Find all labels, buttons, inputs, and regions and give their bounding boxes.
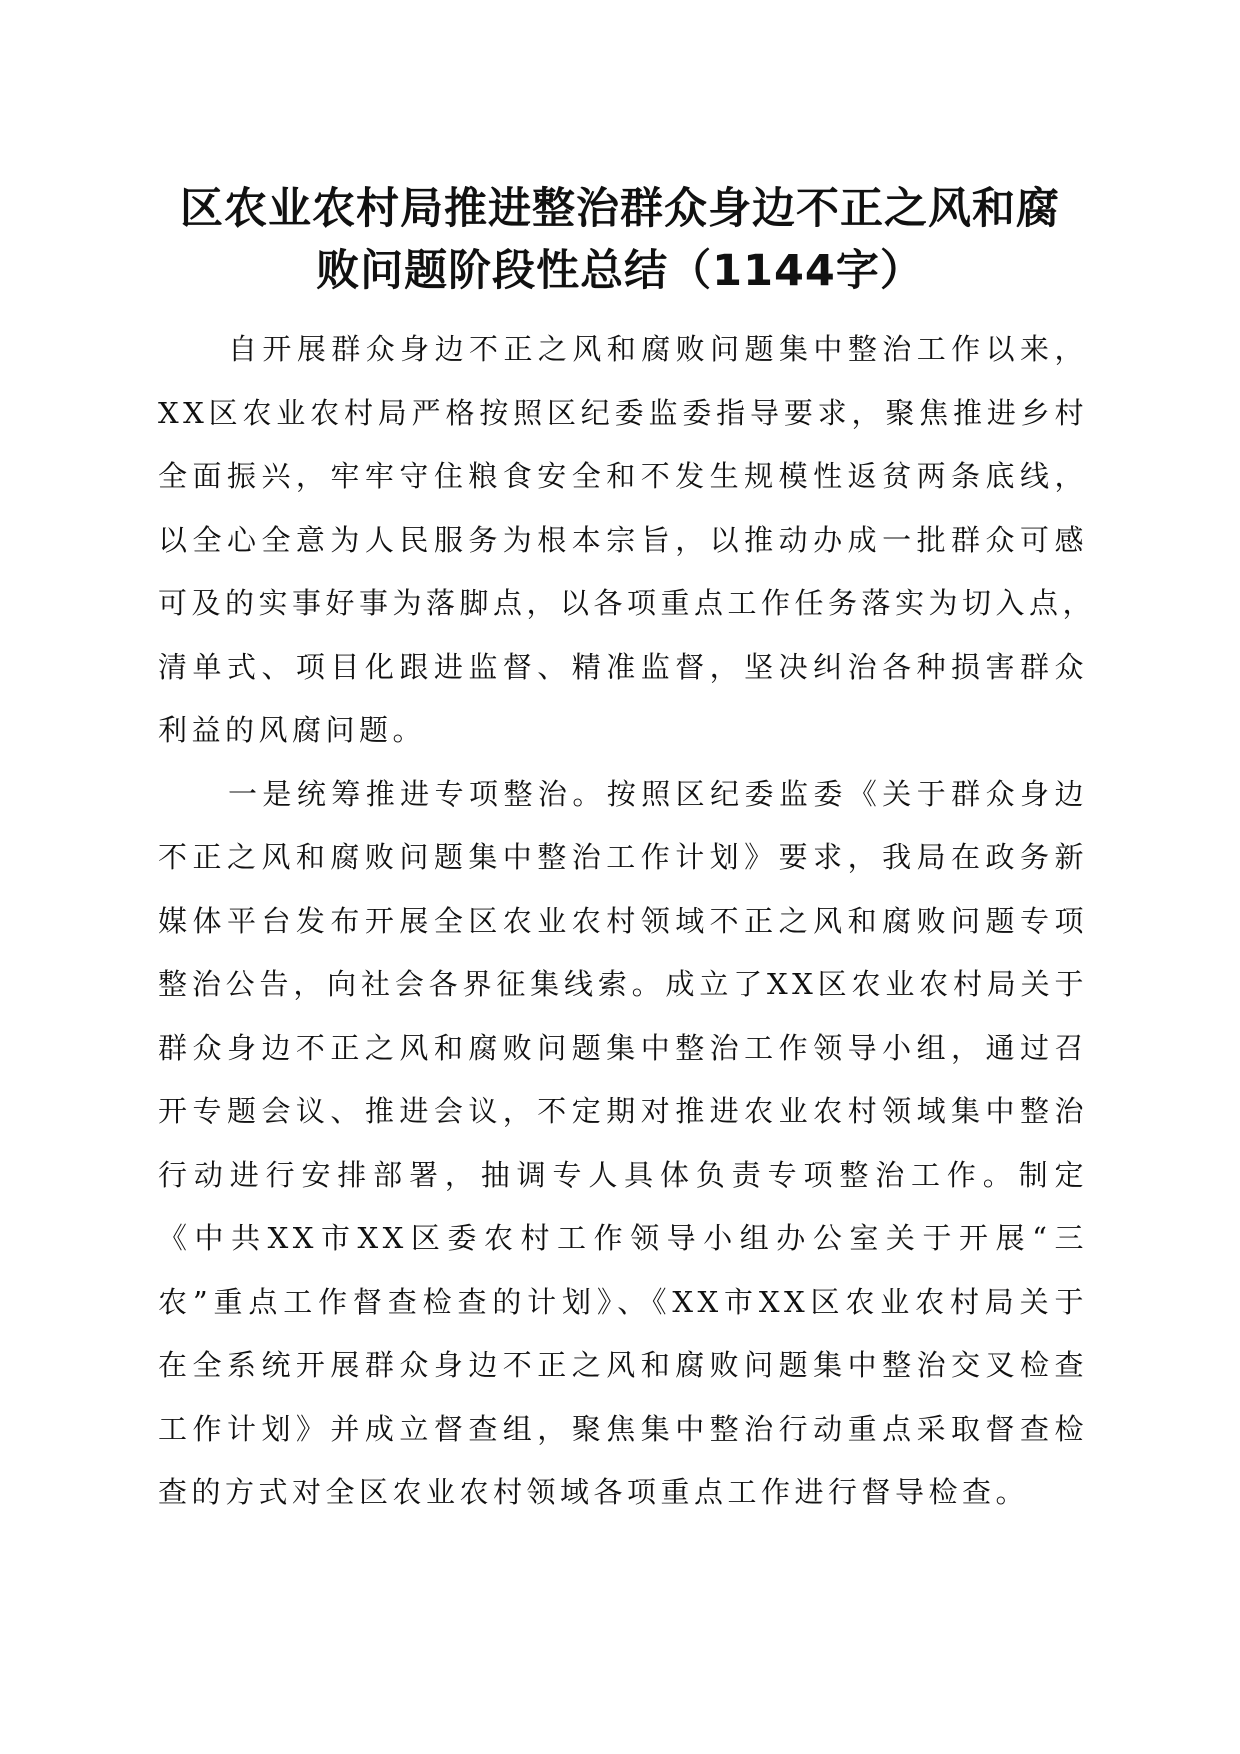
- paragraph-line: 工作计划》并成立督查组，聚焦集中整治行动重点采取督查检: [158, 1411, 1088, 1446]
- document-title: [150, 178, 1090, 302]
- paragraph-line: 全面振兴，牢牢守住粮食安全和不发生规模性返贫两条底线，: [158, 459, 1088, 493]
- paragraph-line: 以全心全意为人民服务为根本宗旨，以推动办成一批群众可感: [158, 522, 1088, 557]
- paragraph-line: 可及的实事好事为落脚点，以各项重点工作任务落实为切入点，: [158, 586, 1097, 620]
- paragraph-line: 《中共XX市XX区委农村工作领导小组办公室关于开展“三: [158, 1221, 1088, 1255]
- paragraph-line: 开专题会议、推进会议，不定期对推进农业农村领域集中整治: [158, 1094, 1088, 1128]
- paragraph-line: 清单式、项目化跟进监督、精准监督，坚决纠治各种损害群众: [158, 649, 1088, 684]
- title-line-2: 败问题阶段性总结（1144字）: [316, 246, 924, 296]
- paragraph-line: 利益的风腐问题。: [158, 713, 427, 747]
- paragraph-line: 在全系统开展群众身边不正之风和腐败问题集中整治交叉检查: [158, 1348, 1088, 1382]
- paragraph-line: 自开展群众身边不正之风和腐败问题集中整治工作以来，: [228, 332, 1088, 366]
- paragraph-line: 不正之风和腐败问题集中整治工作计划》要求，我局在政务新: [158, 840, 1088, 874]
- paragraph-line: 农”重点工作督查检查的计划》、《XX市XX区农业农村局关于: [158, 1284, 1088, 1319]
- paragraph-line: 行动进行安排部署，抽调专人具体负责专项整治工作。制定: [158, 1157, 1088, 1192]
- paragraph-line: 一是统筹推进专项整治。按照区纪委监委《关于群众身边: [228, 776, 1088, 811]
- paragraph-line: 整治公告，向社会各界征集线索。成立了XX区农业农村局关于: [158, 967, 1088, 1001]
- paragraph-line: XX区农业农村局严格按照区纪委监委指导要求，聚焦推进乡村: [158, 395, 1088, 430]
- paragraph-line: 媒体平台发布开展全区农业农村领域不正之风和腐败问题专项: [158, 903, 1088, 938]
- paragraph-special-rectification: [158, 763, 1088, 1525]
- paragraph-intro: [158, 318, 1097, 763]
- paragraph-line: 群众身边不正之风和腐败问题集中整治工作领导小组，通过召: [158, 1030, 1088, 1065]
- title-line-1: 区农业农村局推进整治群众身边不正之风和腐: [180, 184, 1060, 234]
- paragraph-line: 查的方式对全区农业农村领域各项重点工作进行督导检查。: [158, 1475, 1030, 1509]
- document-body: [158, 318, 1097, 1525]
